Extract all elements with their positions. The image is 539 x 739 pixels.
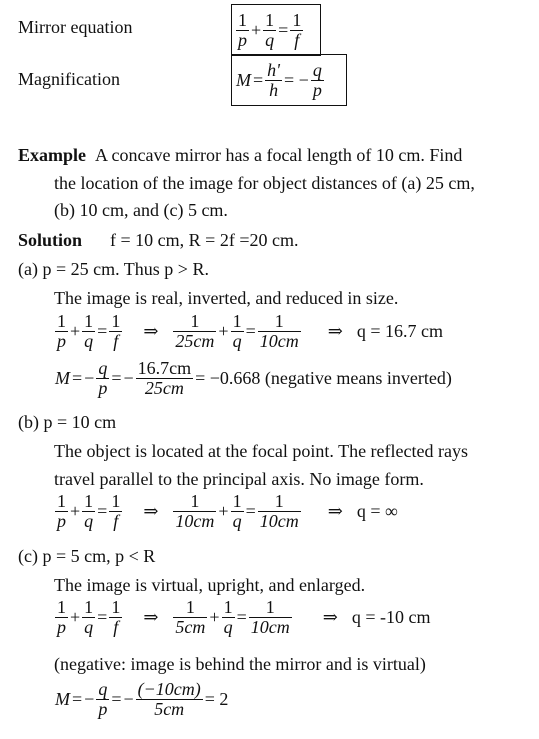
part-c-mag-result: = 2 <box>204 688 229 709</box>
part-a-heading: (a) p = 25 cm. Thus p > R. <box>18 259 209 279</box>
part-c-result: q = -10 cm <box>351 606 431 627</box>
mirror-equation-label: Mirror equation <box>18 17 133 37</box>
implies-arrow: ⇒ <box>327 320 343 341</box>
mirror-equation: $\frac{1}{p}$ + $\frac{1}{q}$ = $\frac{1}{f}$ <box>238 9 302 50</box>
part-c-note: (negative: image is behind the mirror and is virtual) <box>54 654 426 674</box>
part-a-description: The image is real, inverted, and reduced in size. <box>54 288 399 308</box>
magnification-equation: M = $\frac{h'}{h}$ = − $\frac{q}{p}$ <box>236 59 322 100</box>
implies-arrow: ⇒ <box>322 606 338 627</box>
example-line-1: Example A concave mirror has a focal length of 10 cm. Find <box>18 145 463 165</box>
part-b-description-2: travel parallel to the principal axis. No image form. <box>54 469 424 489</box>
solution-line: Solution f = 10 cm, R = 2f =20 cm. <box>18 230 299 250</box>
part-c-description: The image is virtual, upright, and enlarged. <box>54 575 366 595</box>
part-a-result: q = 16.7 cm <box>356 320 443 341</box>
example-line-2: the location of the image for object distances of (a) 25 cm, <box>54 173 475 193</box>
implies-arrow: ⇒ <box>143 606 159 627</box>
part-c-magnification: M = − $\frac{q}{p}$ = − $\frac{(-10cm)}{5cm}$ = 2 <box>55 678 229 719</box>
part-b-mirror-equation: $\frac{1}{p}$ + $\frac{1}{q}$ = $\frac{1}{f}$ ⇒ $\frac{1}{10cm}$ + $\frac{1}{q}$ = $\frac{1}{10cm}$ ⇒ q = ∞ <box>57 490 398 531</box>
part-b-description-1: The object is located at the focal point. The reflected rays <box>54 441 468 461</box>
part-b-result: q = ∞ <box>356 500 398 521</box>
part-c-heading: (c) p = 5 cm, p < R <box>18 546 156 566</box>
part-b-heading: (b) p = 10 cm <box>18 412 117 432</box>
part-a-mirror-equation: $\frac{1}{p}$ + $\frac{1}{q}$ = $\frac{1}{f}$ ⇒ $\frac{1}{25cm}$ + $\frac{1}{q}$ = $\frac{1}{10cm}$ ⇒ q = 16.7 cm <box>57 310 443 351</box>
implies-arrow: ⇒ <box>143 500 159 521</box>
implies-arrow: ⇒ <box>327 500 343 521</box>
part-a-mag-result: = −0.668 (negative means inverted) <box>195 367 452 388</box>
part-c-mirror-equation: $\frac{1}{p}$ + $\frac{1}{q}$ = $\frac{1}{f}$ ⇒ $\frac{1}{5cm}$ + $\frac{1}{q}$ = $\frac{1}{10cm}$ ⇒ q = -10 cm <box>57 596 431 637</box>
implies-arrow: ⇒ <box>143 320 159 341</box>
example-line-3: (b) 10 cm, and (c) 5 cm. <box>54 200 228 220</box>
part-a-magnification: M = − $\frac{q}{p}$ = − $\frac{16.7cm}{25cm}$ = −0.668 (negative means inverted) <box>55 357 452 398</box>
magnification-label: Magnification <box>18 69 120 89</box>
